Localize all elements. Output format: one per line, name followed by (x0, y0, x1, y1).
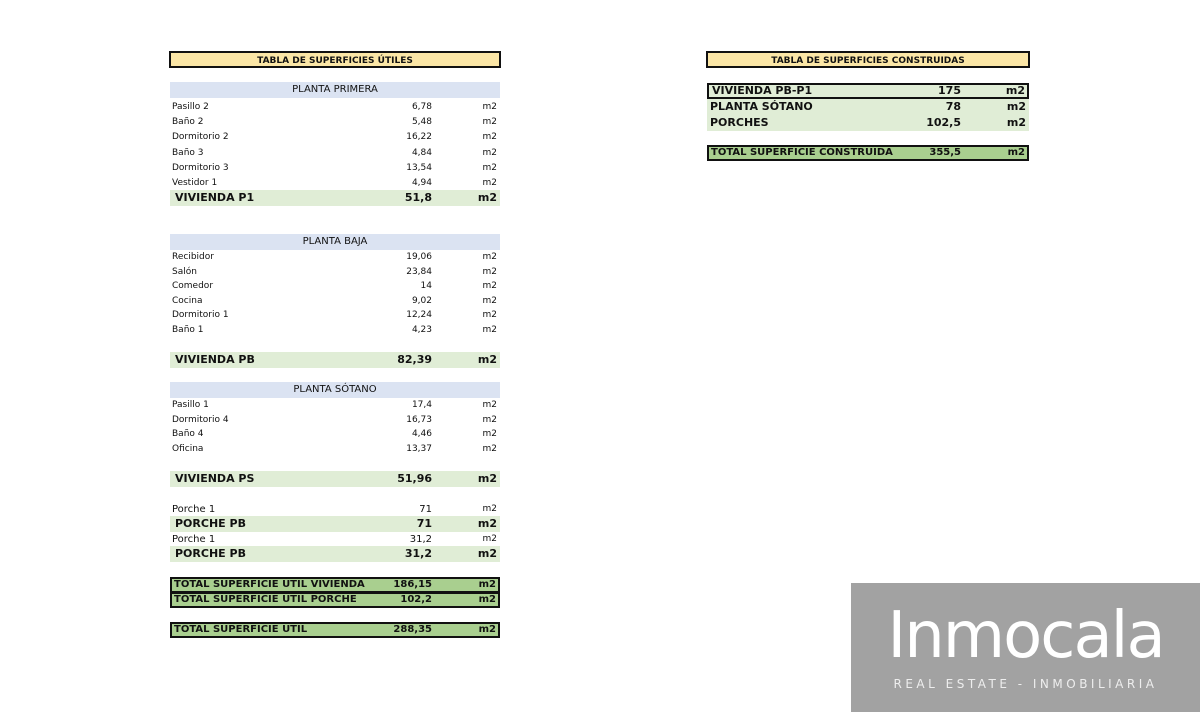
table-row: Salón 23,84 m2 (172, 267, 497, 277)
total-construida: TOTAL SUPERFICIE CONSTRUIDA 355,5 m2 (707, 145, 1029, 161)
table-row: Dormitorio 1 12,24 m2 (172, 310, 497, 320)
table-row: Dormitorio 4 16,73 m2 (172, 415, 497, 425)
utiles-table-title: TABLA DE SUPERFICIES ÚTILES (169, 51, 501, 68)
table-row: Vestidor 1 4,94 m2 (172, 178, 497, 188)
planta-sotano-heading: PLANTA SÓTANO (170, 382, 500, 398)
table-row: Dormitorio 2 16,22 m2 (172, 132, 497, 142)
table-row: Comedor 14 m2 (172, 281, 497, 291)
table-row: Baño 4 4,46 m2 (172, 429, 497, 439)
table-row: Dormitorio 3 13,54 m2 (172, 163, 497, 173)
logo-wordmark: Inmocala (887, 599, 1164, 673)
table-row: Cocina 9,02 m2 (172, 296, 497, 306)
planta-primera-heading: PLANTA PRIMERA (170, 82, 500, 98)
table-row: Oficina 13,37 m2 (172, 444, 497, 454)
porche-pb-summary: PORCHE PB 71 m2 (170, 516, 500, 532)
table-row: Recibidor 19,06 m2 (172, 252, 497, 262)
logo-tagline: REAL ESTATE - INMOBILIARIA (893, 677, 1158, 691)
table-row: Baño 2 5,48 m2 (172, 117, 497, 127)
inmocala-logo (851, 583, 1200, 712)
table-row: Pasillo 2 6,78 m2 (172, 102, 497, 112)
planta-baja-heading: PLANTA BAJA (170, 234, 500, 250)
vivienda-p1-summary: VIVIENDA P1 51,8 m2 (170, 190, 500, 206)
porche-pb-summary: PORCHE PB 31,2 m2 (170, 546, 500, 562)
total-util: TOTAL SUPERFICIE ÚTIL 288,35 m2 (170, 622, 500, 638)
porches-row: PORCHES 102,5 m2 (707, 115, 1029, 131)
vivienda-pb-p1-row: VIVIENDA PB-P1 175 m2 (707, 83, 1029, 99)
total-util-vivienda: TOTAL SUPERFICIE ÚTIL VIVIENDA 186,15 m2 (170, 577, 500, 593)
total-util-porche: TOTAL SUPERFICIE ÚTIL PORCHE 102,2 m2 (170, 592, 500, 608)
table-row: Baño 3 4,84 m2 (172, 148, 497, 158)
vivienda-pb-summary: VIVIENDA PB 82,39 m2 (170, 352, 500, 368)
porche-row: Porche 1 31,2 m2 (172, 534, 497, 545)
construidas-table-title: TABLA DE SUPERFICIES CONSTRUIDAS (706, 51, 1030, 68)
planta-sotano-row: PLANTA SÓTANO 78 m2 (707, 99, 1029, 115)
porche-row: Porche 1 71 m2 (172, 504, 497, 515)
vivienda-ps-summary: VIVIENDA PS 51,96 m2 (170, 471, 500, 487)
table-row: Baño 1 4,23 m2 (172, 325, 497, 335)
table-row: Pasillo 1 17,4 m2 (172, 400, 497, 410)
